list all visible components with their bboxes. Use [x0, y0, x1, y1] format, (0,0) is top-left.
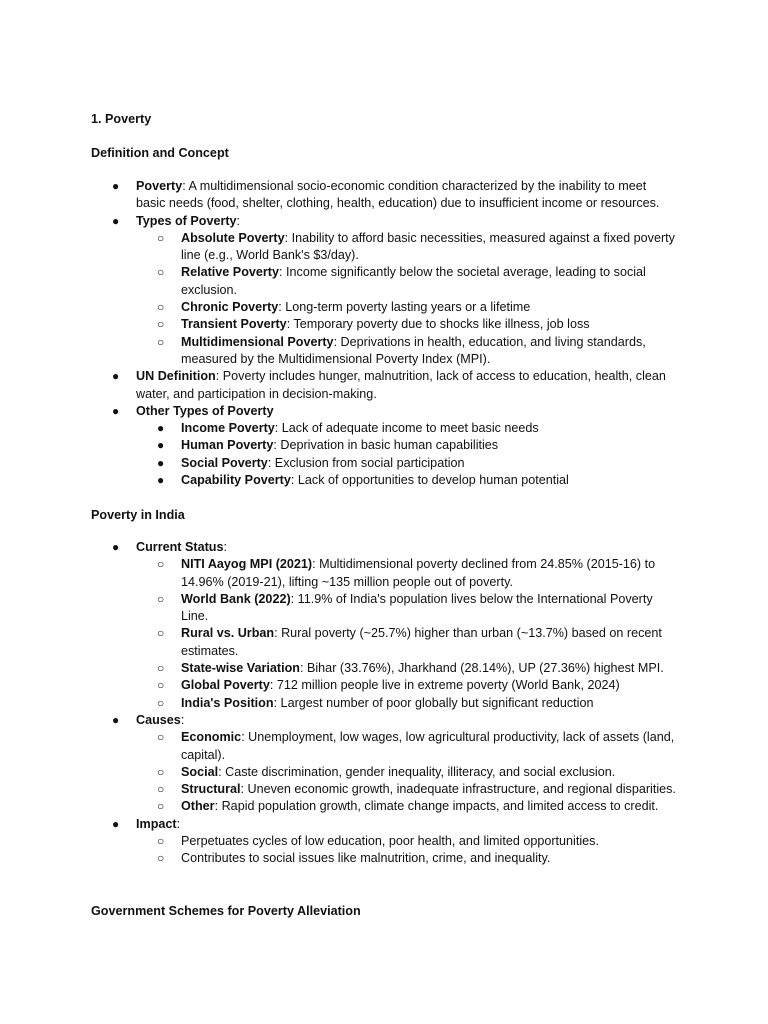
definition-text: : Inability to afford basic necessities, measured against a fixed poverty line (e.g., World Bank's $3/day).: [181, 230, 675, 263]
term: Social Poverty: [181, 455, 268, 470]
bullet-circle-icon: [157, 299, 164, 316]
bullet-circle-icon: [157, 798, 164, 815]
list-item: [0, 798, 768, 815]
definition-text: : 11.9% of India's population lives below the International Poverty Line.: [181, 591, 653, 624]
bullet-circle-icon: [157, 316, 164, 333]
list-item: [0, 403, 768, 420]
bullet-dot-icon: [112, 816, 119, 833]
bullet-circle-icon: [157, 625, 164, 642]
definition-text: Perpetuates cycles of low education, poor health, and limited opportunities.: [181, 834, 599, 849]
section-heading-schemes: Government Schemes for Poverty Alleviation: [91, 904, 361, 918]
term: Chronic Poverty: [181, 300, 279, 315]
term: Global Poverty: [181, 678, 270, 693]
bullet-circle-icon: [157, 850, 164, 867]
definition-text: : Caste discrimination, gender inequality, illiteracy, and social exclusion.: [218, 764, 616, 779]
section-heading-definition: Definition and Concept: [91, 146, 229, 160]
list-item: [0, 677, 768, 694]
definition-text: : Exclusion from social participation: [267, 455, 465, 470]
bullet-dot-icon: [112, 712, 119, 729]
term: Relative Poverty: [181, 265, 280, 280]
list-item: [0, 178, 768, 213]
term: Multidimensional Poverty: [181, 334, 334, 349]
list-item: [0, 695, 768, 712]
term: Current Status: [136, 540, 224, 554]
term: Impact: [136, 816, 177, 831]
list-item: [0, 539, 768, 556]
definition-text: : Multidimensional poverty declined from 24.85% (2015-16) to 14.96% (2019-21), lifting ~135 million people out of poverty.: [181, 557, 656, 589]
list-item: [0, 299, 768, 316]
definition-text: : Lack of adequate income to meet basic needs: [274, 421, 539, 436]
document-title: 1. Poverty: [91, 112, 152, 126]
list-item: [0, 334, 768, 369]
term: World Bank (2022): [181, 591, 291, 606]
india-list: [0, 539, 768, 868]
bullet-dot-icon: [112, 368, 119, 385]
definition-list: [0, 178, 768, 489]
term: India's Position: [181, 695, 274, 710]
bullet-circle-icon: [157, 660, 164, 677]
list-item: [0, 729, 768, 764]
list-item: [0, 455, 768, 472]
bullet-circle-icon: [157, 695, 164, 712]
list-item: [0, 437, 768, 454]
bullet-circle-icon: [157, 556, 164, 573]
definition-text: : Uneven economic growth, inadequate infrastructure, and regional disparities.: [240, 782, 676, 797]
term: Poverty: [136, 179, 183, 193]
definition-text: Contributes to social issues like malnutrition, crime, and inequality.: [181, 851, 551, 866]
list-item: [0, 591, 768, 626]
definition-text: : Rapid population growth, climate change impacts, and limited access to credit.: [214, 799, 659, 814]
bullet-dot-icon: [157, 420, 164, 437]
list-item: [0, 781, 768, 798]
definition-text: : Rural poverty (~25.7%) higher than urban (~13.7%) based on recent estimates.: [181, 626, 662, 658]
suffix: :: [180, 712, 185, 727]
term: State-wise Variation: [181, 661, 300, 676]
definition-text: : A multidimensional socio-economic condition characterized by the inability to meet basic needs (food, shelter, clothing, health, education) due to insufficient income or resources.: [136, 179, 660, 211]
term: Economic: [181, 730, 242, 745]
list-item: [0, 368, 768, 403]
bullet-dot-icon: [112, 403, 119, 420]
term: Causes: [136, 712, 181, 727]
bullet-dot-icon: [157, 455, 164, 472]
bullet-circle-icon: [157, 781, 164, 798]
definition-text: : Temporary poverty due to shocks like illness, job loss: [286, 317, 590, 332]
list-item: [0, 213, 768, 230]
bullet-dot-icon: [112, 539, 119, 556]
bullet-dot-icon: [112, 178, 119, 195]
bullet-dot-icon: [112, 213, 119, 230]
bullet-circle-icon: [157, 729, 164, 746]
definition-text: : Poverty includes hunger, malnutrition, lack of access to education, health, clean water, and participation in decision-making.: [136, 369, 666, 401]
list-item: [0, 556, 768, 591]
list-item: [0, 420, 768, 437]
bullet-dot-icon: [157, 437, 164, 454]
list-item: [0, 230, 768, 265]
definition-text: : Lack of opportunities to develop human potential: [290, 473, 569, 488]
suffix: :: [223, 540, 227, 554]
list-item: [0, 472, 768, 489]
list-item: [0, 833, 768, 850]
definition-text: : Deprivations in health, education, and living standards, measured by the Multidimensional Poverty Index (MPI).: [181, 334, 646, 366]
term: Social: [181, 764, 219, 779]
list-item: [0, 625, 768, 660]
term: Human Poverty: [181, 438, 274, 453]
term: NITI Aayog MPI (2021): [181, 557, 313, 572]
term: Absolute Poverty: [181, 230, 285, 245]
bullet-circle-icon: [157, 230, 164, 247]
list-item: [0, 660, 768, 677]
term: Other Types of Poverty: [136, 403, 274, 418]
bullet-circle-icon: [157, 334, 164, 351]
term: Capability Poverty: [181, 473, 291, 488]
bullet-circle-icon: [157, 591, 164, 608]
definition-text: : Long-term poverty lasting years or a lifetime: [278, 300, 531, 315]
list-item: [0, 264, 768, 299]
suffix: :: [176, 816, 181, 831]
suffix: :: [236, 213, 241, 228]
definition-text: : 712 million people live in extreme poverty (World Bank, 2024): [269, 678, 620, 693]
list-item: [0, 764, 768, 781]
term: Types of Poverty: [136, 213, 237, 228]
list-item: [0, 850, 768, 867]
bullet-dot-icon: [157, 472, 164, 489]
bullet-circle-icon: [157, 833, 164, 850]
term: Other: [181, 799, 215, 814]
term: Structural: [181, 782, 241, 797]
section-heading-india: Poverty in India: [91, 508, 185, 522]
list-item: [0, 816, 768, 833]
definition-text: : Unemployment, low wages, low agricultural productivity, lack of assets (land, capital).: [181, 730, 675, 762]
definition-text: : Bihar (33.76%), Jharkhand (28.14%), UP (27.36%) highest MPI.: [299, 661, 664, 676]
definition-text: : Largest number of poor globally but significant reduction: [273, 695, 594, 710]
definition-text: : Deprivation in basic human capabilities: [273, 438, 499, 453]
term: UN Definition: [136, 369, 216, 384]
term: Transient Poverty: [181, 317, 287, 332]
bullet-circle-icon: [157, 677, 164, 694]
term: Rural vs. Urban: [181, 626, 275, 641]
term: Income Poverty: [181, 421, 275, 436]
list-item: [0, 712, 768, 729]
definition-text: : Income significantly below the societal average, leading to social exclusion.: [181, 265, 646, 297]
bullet-circle-icon: [157, 264, 164, 281]
list-item: [0, 316, 768, 333]
bullet-circle-icon: [157, 764, 164, 781]
